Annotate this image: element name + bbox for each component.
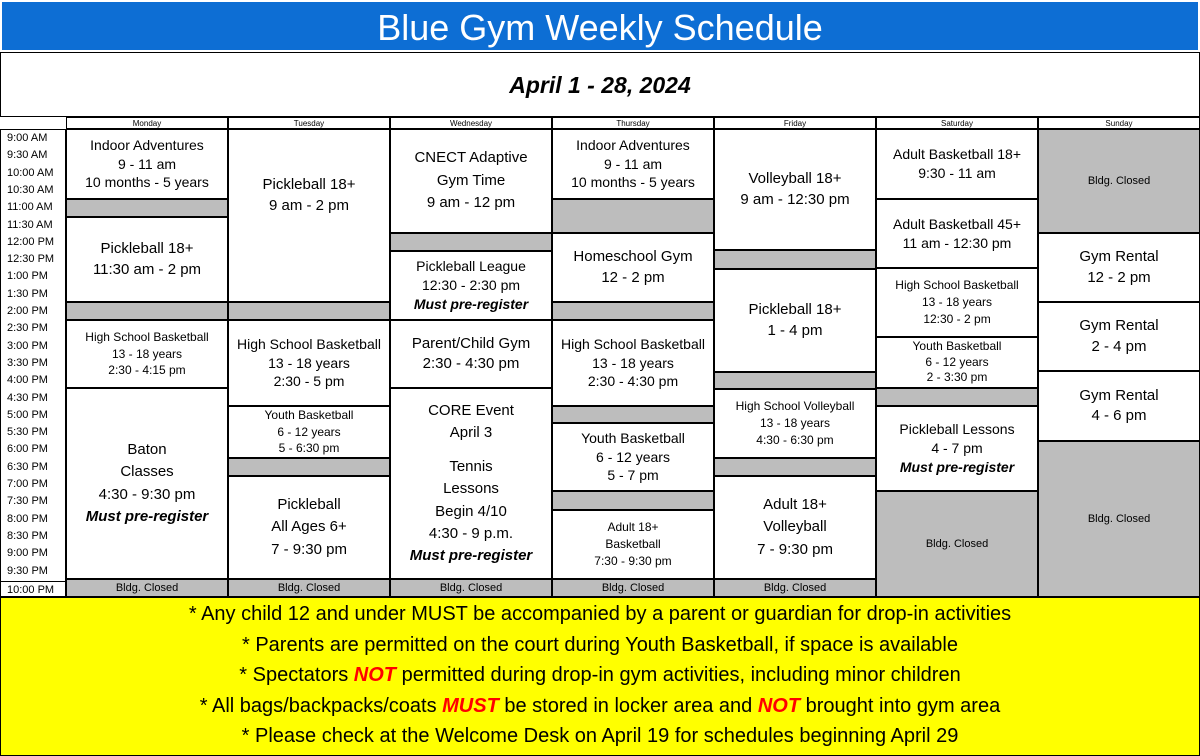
event-thursday-youth-basketball (552, 423, 714, 491)
note-text: permitted during drop-in gym activities, including minor children (396, 664, 961, 686)
gap-block (552, 406, 714, 423)
event-time: 9 - 11 am (117, 155, 177, 172)
event-title: Pickleball League (416, 258, 526, 275)
event-ages: 13 - 18 years (759, 416, 831, 431)
event-time: 4:30 - 9:30 pm (98, 485, 196, 503)
time-label: 2:30 PM (7, 322, 48, 335)
event-time: 2 - 4 pm (1091, 337, 1147, 355)
event-monday-pickleball (66, 217, 228, 302)
day-header-friday: Friday (714, 117, 876, 129)
event-title: High School Basketball (85, 329, 209, 344)
bldg-closed-block: Bldg. Closed (552, 579, 714, 597)
time-label: 7:30 PM (7, 495, 48, 508)
event-thursday-indoor-adventures (552, 129, 714, 199)
event-time: 4 - 7 pm (931, 440, 983, 457)
event-title: Pickleball 18+ (262, 176, 356, 194)
event-time: 2 - 3:30 pm (926, 370, 988, 385)
event-title-line2: Lessons (443, 480, 499, 498)
event-title-line2: Basketball (605, 537, 661, 552)
day-header-saturday: Saturday (876, 117, 1038, 129)
gap-block (228, 458, 390, 476)
event-ages: 13 - 18 years (921, 295, 993, 310)
gap-block (228, 302, 390, 320)
time-label: 2:00 PM (7, 305, 48, 317)
event-time: 9 - 11 am (603, 155, 663, 172)
note-emphasis: NOT (757, 694, 801, 717)
page-title: Blue Gym Weekly Schedule (0, 0, 1200, 52)
event-friday-hs-volleyball (714, 389, 876, 458)
event-ages: 10 months - 5 years (571, 174, 695, 191)
note-text: * Spectators (239, 664, 354, 686)
time-label: 1:30 PM (7, 287, 48, 300)
event-title: Baton (127, 440, 167, 458)
event-time: 5 - 7 pm (607, 467, 659, 484)
time-label: 9:00 AM (7, 132, 48, 144)
event-title-line2: Volleyball (763, 518, 827, 536)
event-ages: 13 - 18 years (268, 354, 350, 371)
time-label: 7:00 PM (7, 478, 48, 490)
date-range: April 1 - 28, 2024 (0, 52, 1200, 117)
event-ages: 10 months - 5 years (85, 174, 209, 191)
event-registration-note: Must pre-register (85, 508, 209, 525)
event-sunday-gym-rental-2 (1038, 302, 1200, 371)
event-ages: 6 - 12 years (277, 424, 341, 439)
event-wednesday-parent-child (390, 320, 552, 388)
event-ages: All Ages 6+ (271, 518, 347, 536)
rules-notes (0, 597, 1200, 756)
event-title: Youth Basketball (581, 429, 685, 446)
event-title-line2: Classes (120, 463, 174, 480)
event-title: Parent/Child Gym (411, 334, 531, 352)
event-thursday-hs-basketball (552, 320, 714, 406)
time-label: 4:30 PM (7, 391, 48, 404)
time-label: 12:30 PM (7, 253, 55, 266)
gap-block (552, 302, 714, 320)
time-label: 5:00 PM (7, 408, 48, 421)
event-saturday-hs-basketball (876, 268, 1038, 337)
event-title: Adult Basketball 18+ (892, 146, 1022, 163)
time-column (0, 129, 66, 597)
gap-block (552, 491, 714, 510)
event-saturday-adult-basketball-45 (876, 199, 1038, 268)
event-saturday-adult-basketball-18 (876, 129, 1038, 199)
gap-block (66, 302, 228, 320)
gap-block (66, 199, 228, 217)
note-line (1, 691, 1199, 722)
note-line: * Any child 12 and under MUST be accompanied by a parent or guardian for drop-in activities (188, 603, 1012, 625)
bldg-closed-block: Bldg. Closed (1038, 129, 1200, 233)
event-monday-baton (66, 388, 228, 579)
event-time: 1 - 4 pm (767, 321, 823, 339)
time-label: 1:00 PM (7, 270, 48, 283)
event-ages: 13 - 18 years (111, 346, 183, 361)
event-time: 5 - 6:30 pm (278, 441, 340, 456)
event-title: Pickleball Lessons (899, 421, 1015, 438)
event-time: 4 - 6 pm (1091, 407, 1147, 424)
bldg-closed-block: Bldg. Closed (390, 579, 552, 597)
event-title: High School Volleyball (735, 399, 855, 414)
event-title: Gym Rental (1079, 317, 1159, 335)
event-title: Adult 18+ (607, 520, 659, 535)
day-header-tuesday: Tuesday (228, 117, 390, 129)
event-ages: 13 - 18 years (592, 354, 674, 371)
event-time: 7 - 9:30 pm (271, 540, 347, 558)
schedule-grid (0, 117, 1200, 597)
bldg-closed-block: Bldg. Closed (228, 579, 390, 597)
day-header-thursday: Thursday (552, 117, 714, 129)
event-title: High School Basketball (561, 335, 705, 352)
note-text: brought into gym area (800, 694, 1001, 717)
event-title: High School Basketball (237, 335, 381, 352)
event-tuesday-pickleball-all-ages (228, 476, 390, 579)
event-monday-indoor-adventures (66, 129, 228, 199)
time-label: 12:00 PM (7, 235, 55, 248)
note-emphasis: MUST (442, 694, 499, 717)
event-time: 12:30 - 2:30 pm (421, 277, 521, 294)
time-label: 8:30 PM (7, 529, 48, 542)
event-time: 4:30 - 9 p.m. (428, 524, 514, 542)
event-wednesday-cnect (390, 129, 552, 233)
event-title: Youth Basketball (912, 339, 1002, 354)
time-label: 8:00 PM (7, 512, 48, 525)
time-label: 6:00 PM (7, 443, 48, 456)
event-wednesday-pickleball-league (390, 251, 552, 320)
event-title: Gym Rental (1079, 386, 1159, 404)
time-label: 10:00 PM (1, 581, 65, 598)
time-label: 11:00 AM (7, 201, 53, 214)
bldg-closed-block: Bldg. Closed (714, 579, 876, 597)
event-title: Youth Basketball (264, 407, 354, 422)
time-label: 3:00 PM (7, 339, 48, 352)
event-ages: 6 - 12 years (925, 354, 989, 369)
gap-block (714, 458, 876, 476)
bldg-closed-block: Bldg. Closed (66, 579, 228, 597)
event-title: Homeschool Gym (573, 248, 693, 266)
event-time: 2:30 - 5 pm (273, 373, 345, 390)
event-registration-note: Must pre-register (413, 295, 529, 312)
time-label: 9:30 PM (7, 564, 48, 577)
event-time: 9:30 - 11 am (918, 165, 996, 181)
event-date: Begin 4/10 (435, 502, 507, 520)
event-title: Indoor Adventures (90, 136, 204, 153)
event-thursday-adult-basketball (552, 510, 714, 579)
event-wednesday-core-tennis (390, 388, 552, 579)
event-friday-pickleball (714, 269, 876, 372)
gap-block (390, 233, 552, 251)
bldg-closed-block: Bldg. Closed (1038, 441, 1200, 597)
note-line: * Please check at the Welcome Desk on April 19 for schedules beginning April 29 (241, 725, 959, 747)
gap-block (552, 199, 714, 233)
event-time: 9 am - 12 pm (426, 194, 516, 212)
event-sunday-gym-rental-1 (1038, 233, 1200, 302)
event-time: 2:30 - 4:30 pm (422, 355, 520, 372)
event-friday-volleyball (714, 129, 876, 250)
event-time: 12 - 2 pm (601, 268, 665, 286)
note-line: * Parents are permitted on the court during Youth Basketball, if space is available (242, 633, 958, 656)
event-tuesday-hs-basketball (228, 320, 390, 406)
event-tuesday-pickleball (228, 129, 390, 302)
event-title: Indoor Adventures (576, 136, 690, 153)
event-time: 12 - 2 pm (1087, 268, 1151, 286)
day-header-sunday: Sunday (1038, 117, 1200, 129)
event-time: 9 am - 12:30 pm (740, 190, 850, 208)
note-emphasis: NOT (353, 664, 397, 686)
event-date: April 3 (449, 424, 493, 442)
event-monday-hs-basketball (66, 320, 228, 388)
event-title: Pickleball (277, 495, 341, 513)
event-sunday-gym-rental-3 (1038, 371, 1200, 441)
note-text: * All bags/backpacks/coats (199, 694, 443, 717)
gap-block (714, 250, 876, 269)
event-title: CNECT Adaptive (414, 149, 528, 167)
day-header-wednesday: Wednesday (390, 117, 552, 129)
gap-block (876, 388, 1038, 406)
gap-block (714, 372, 876, 389)
event-tuesday-youth-basketball (228, 406, 390, 458)
event-time: 12:30 - 2 pm (923, 311, 991, 326)
event-title: Tennis (449, 458, 493, 476)
event-title: Adult 18+ (763, 495, 827, 513)
event-title: Volleyball 18+ (748, 170, 842, 188)
event-thursday-homeschool (552, 233, 714, 302)
event-friday-adult-volleyball (714, 476, 876, 579)
time-label: 6:30 PM (7, 460, 48, 473)
event-time: 11 am - 12:30 pm (902, 234, 1012, 251)
note-text: be stored in locker area and (498, 694, 758, 717)
event-time: 2:30 - 4:15 pm (108, 363, 186, 378)
event-ages: 6 - 12 years (596, 448, 670, 465)
event-title: Adult Basketball 45+ (892, 215, 1022, 232)
event-time: 11:30 am - 2 pm (92, 260, 202, 278)
event-time: 2:30 - 4:30 pm (587, 373, 679, 390)
event-title: Gym Rental (1079, 248, 1159, 266)
event-title: Pickleball 18+ (100, 240, 194, 258)
event-time: 7 - 9:30 pm (757, 540, 833, 558)
time-label: 5:30 PM (7, 426, 48, 439)
time-label: 9:00 PM (7, 547, 48, 560)
event-title-line2: Gym Time (436, 171, 506, 189)
event-time: 9 am - 2 pm (268, 196, 350, 214)
time-label: 9:30 AM (7, 149, 48, 162)
event-registration-note: Must pre-register (409, 546, 533, 564)
event-title: Pickleball 18+ (748, 301, 842, 319)
note-line (1, 660, 1199, 691)
time-label: 4:00 PM (7, 374, 48, 387)
time-label: 3:30 PM (7, 356, 48, 369)
event-saturday-pickleball-lessons (876, 406, 1038, 491)
event-title: CORE Event (428, 401, 514, 419)
event-saturday-youth-basketball (876, 337, 1038, 388)
event-registration-note: Must pre-register (899, 458, 1015, 475)
time-label: 11:30 AM (7, 218, 53, 231)
event-title: High School Basketball (895, 278, 1019, 293)
time-label: 10:00 AM (7, 166, 54, 179)
bldg-closed-block: Bldg. Closed (876, 491, 1038, 597)
time-label: 10:30 AM (7, 183, 54, 196)
event-time: 7:30 - 9:30 pm (594, 553, 672, 568)
event-time: 4:30 - 6:30 pm (756, 432, 834, 447)
day-header-monday: Monday (66, 117, 228, 129)
